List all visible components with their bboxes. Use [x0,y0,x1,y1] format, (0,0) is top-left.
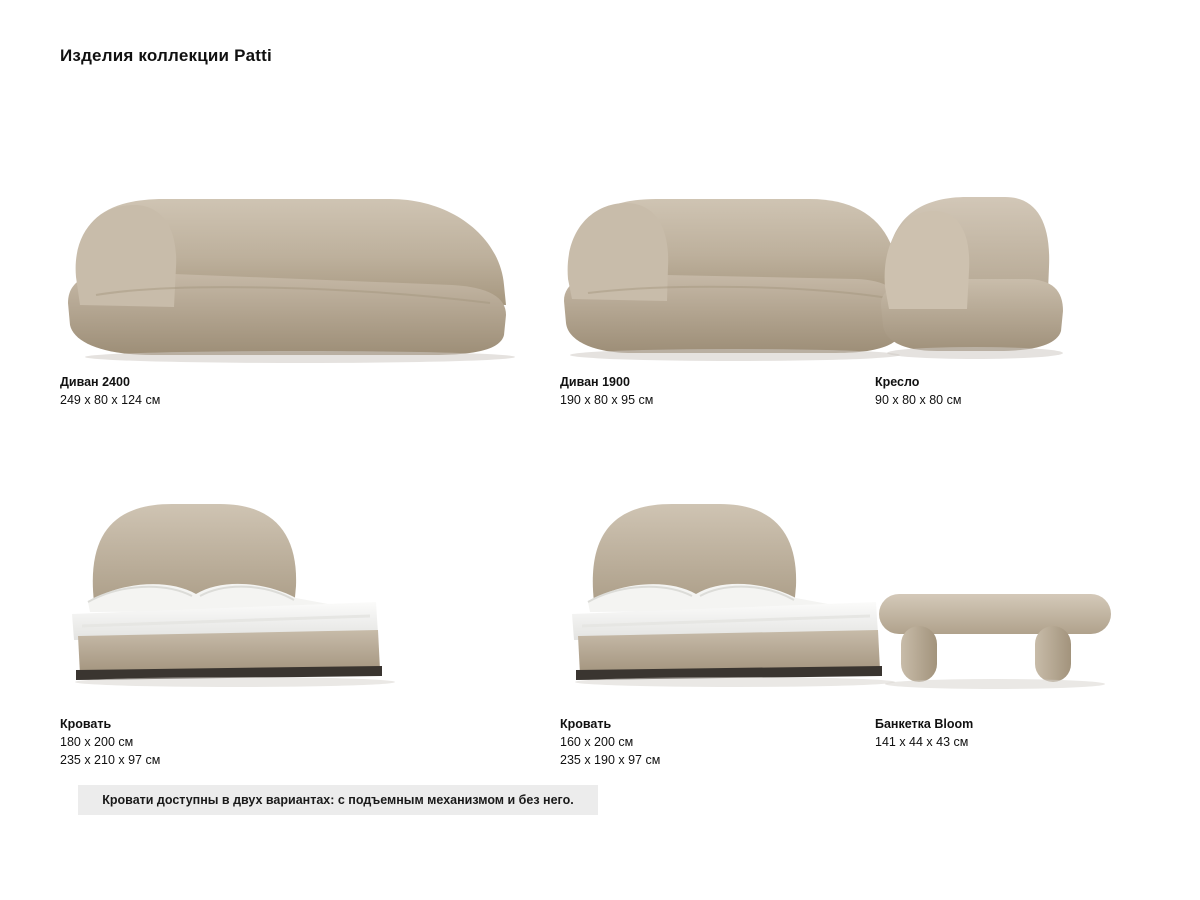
product-card-bench-bloom [875,490,1165,749]
product-dimensions: 90 x 80 x 80 см [875,393,962,407]
product-caption-armchair [875,373,961,409]
product-caption-sofa-1900 [560,373,653,409]
product-name: Кресло [875,375,920,389]
bench-icon [875,490,1165,690]
product-name: Кровать [60,717,112,731]
sofa-curved-icon [60,175,530,365]
product-name: Кровать [560,717,612,731]
product-dimensions-overall: 235 x 210 x 97 см [60,753,161,767]
page-title: Изделия коллекции Patti [60,46,272,65]
product-caption-bed-180 [60,715,160,769]
product-card-sofa-2400 [60,175,530,407]
footnote-banner [78,785,598,815]
product-dimensions: 180 x 200 см [60,735,134,749]
product-card-bed-180 [60,490,530,767]
product-caption-bench-bloom [875,715,973,751]
armchair-icon [875,175,1165,365]
footnote-text: Кровати доступны в двух вариантах: с подъемным механизмом и без него. [102,793,574,807]
bed-icon [60,490,530,690]
product-card-armchair [875,175,1165,407]
product-name: Диван 2400 [60,375,130,389]
product-name: Банкетка Bloom [875,717,974,731]
product-dimensions-overall: 235 x 190 x 97 см [560,753,661,767]
product-caption-bed-160 [560,715,660,769]
product-dimensions: 249 x 80 x 124 см [60,393,161,407]
product-dimensions: 190 x 80 x 95 см [560,393,654,407]
product-caption-sofa-2400 [60,373,160,409]
product-dimensions: 160 x 200 см [560,735,634,749]
product-dimensions: 141 x 44 x 43 см [875,735,969,749]
product-name: Диван 1900 [560,375,630,389]
